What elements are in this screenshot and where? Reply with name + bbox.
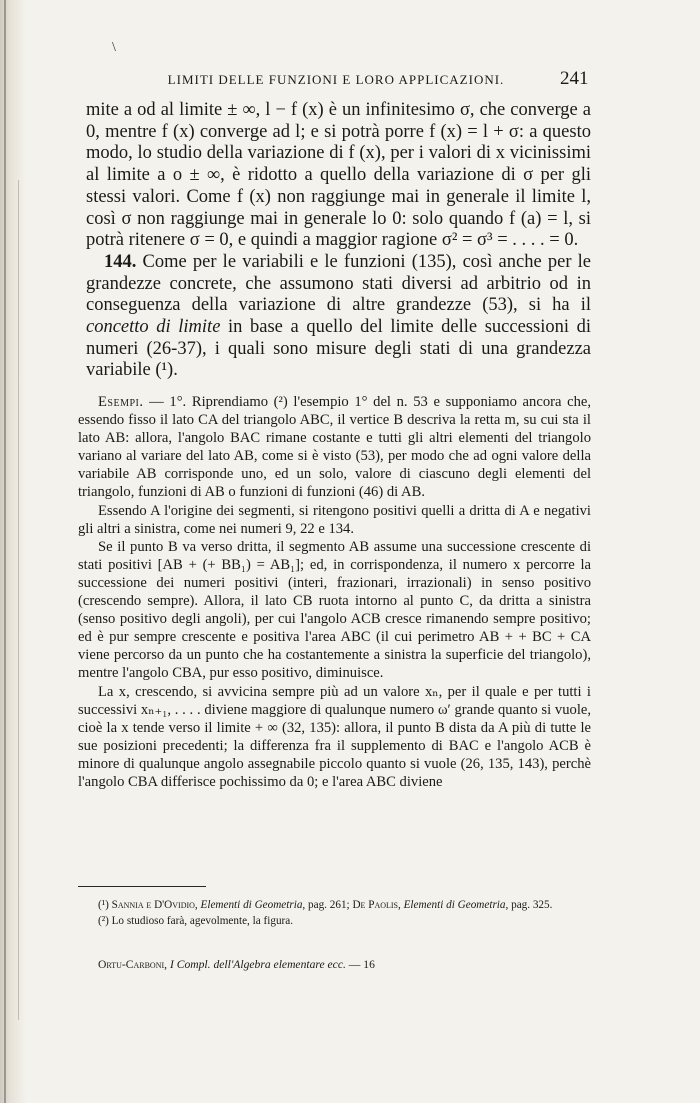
stray-mark: \ — [112, 40, 116, 55]
footnotes — [78, 898, 591, 929]
running-header: LIMITI DELLE FUNZIONI E LORO APPLICAZIONI. — [167, 72, 505, 87]
binding-line — [4, 0, 6, 1103]
example-paragraph: Essendo A l'origine dei segmenti, si ritengono positivi quelli a dritta di A e negativi gli altri a sinistra, come nei numeri 9, 22 e 134. — [78, 502, 591, 537]
footnote-rule — [78, 886, 206, 887]
printer-signature: Ortu-Carboni, I Compl. dell'Algebra elementare ecc. — 16 — [98, 958, 375, 971]
page-number: 241 — [560, 68, 589, 89]
example-paragraph: Se il punto B va verso dritta, il segmento AB assume una successione crescente di stati positivi [AB + (+ BB₁) = AB₁]; ed, in corrispondenza, il numero x percorre la successione dei numeri positivi (interi, frazionari, irrazionali) in senso positivo (crescendo sempre). Allora, il lato CB ruota intorno al punto C, da dritta a sinistra (senso positivo degli angoli), per cui l'angolo ACB cresce rimanendo sempre positivo; ed è pur sempre crescente e positiva l'area ABC (il cui perimetro AB + + BC + CA viene percorso da un punto che ha costantemente a sinistra la superficie del triangolo), mentre l'angolo CBA, pur esso positivo, diminuisce. — [78, 538, 591, 682]
footnote-1: (¹) Sannia e D'Ovidio, Elementi di Geometria, pag. 261; De Paolis, Elementi di Geometria, pag. 325. — [98, 899, 553, 911]
paragraph-144 — [86, 252, 591, 382]
footnote-2: (²) Lo studioso farà, agevolmente, la figura. — [98, 914, 294, 927]
example-paragraph: La x, crescendo, si avvicina sempre più ad un valore xₙ, per il quale e per tutti i successivi xₙ₊₁, . . . . diviene maggiore di qualunque numero ω′ grande quanto si vuole, cioè la x tende verso il limite + ∞ (32, 135): allora, il punto B dista da A più di tutte le sue posizioni precedenti; la differenza fra il supplemento di BAC e l'angolo ACB è minore di qualunque angolo assegnabile piccolo quanto si vuole (26, 135, 143), perchè l'angolo CBA differisce pochissimo da 0; e l'area ABC diviene — [78, 683, 591, 790]
main-text — [86, 100, 591, 382]
example-paragraph: Esempi. — 1°. Riprendiamo (²) l'esempio 1° del n. 53 e supponiamo ancora che, essendo fisso il lato CA del triangolo ABC, il vertice B descriva la retta m, su cui sta il lato AB: allora, l'angolo BAC rimane costante e tutti gli altri elementi del triangolo variano al variare del lato AB, come si è visto (53), per modo che ad ogni valore della variabile AB corrisponde uno, ed un solo, valore di ciascuno degli elementi del triangolo, funzioni di AB o funzioni di funzioni (46) di AB. — [78, 394, 591, 501]
examples-block — [78, 393, 591, 791]
binding-line-inner — [18, 180, 19, 1020]
paragraph-continuation: mite a od al limite ± ∞, l − f (x) è un infinitesimo σ, che converge a 0, mentre f (x) converge ad l; e si potrà porre f (x) = l + σ: a questo modo, lo studio della variazione di f (x), per i valori di x vicinissimi al limite a o ± ∞, è ridotto a quello della variazione di σ per gli stessi valori. Come f (x) non raggiunge mai in generale il limite l, così σ non raggiunge mai in generale lo 0: solo quando f (a) = l, si potrà ritenere σ = 0, e quindi a maggior ragione σ² = σ³ = . . . . = 0. — [86, 100, 591, 251]
section-number: 144. — [104, 251, 137, 272]
italic-term: concetto di limite — [86, 317, 221, 338]
paragraph-text: in base a quello del limite delle successioni di numeri (26-37), i quali sono misure degli stati di una grandezza variabile (¹). — [86, 317, 591, 381]
paragraph-text: Come per le variabili e le funzioni (135), così anche per le grandezze concrete, che assumono stati diversi ad arbitrio od in conseguenza della variazione di altre grandezze (53), si ha il — [86, 251, 591, 316]
examples-lead: Esempi. — [98, 394, 144, 410]
